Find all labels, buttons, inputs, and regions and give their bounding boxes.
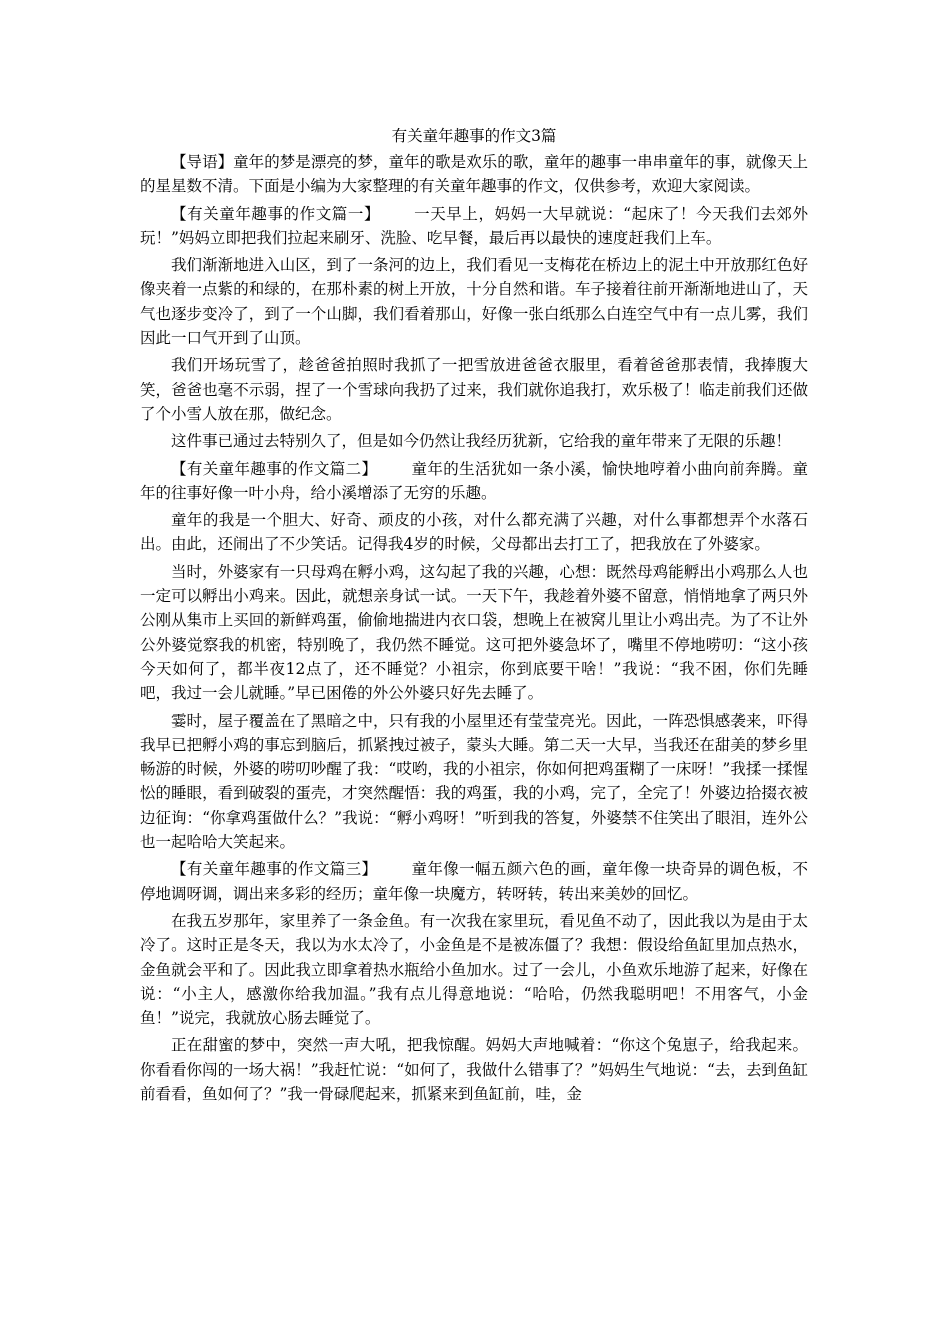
section-3-lead-text: 童年像一幅五颜六色的画，童年像一块奇异的调色板，不停地调呀调，调出来多彩的经历；童年像一块魔方，转呀转，转出来美妙的回忆。 <box>140 860 808 903</box>
section-3-paragraph: 在我五岁那年，家里养了一条金鱼。有一次我在家里玩，看见鱼不动了，因此我以为是由于太冷了。这时正是冬天，我以为水太冷了，小金鱼是不是被冻僵了？我想：假设给鱼缸里加点热水，金鱼就会平和了。因此我立即拿着热水瓶给小鱼加水。过了一会儿，小鱼欢乐地游了起来，好像在说：“小主人，感激你给我加温。”我有点儿得意地说：“哈哈，仍然我聪明吧！不用客气，小金鱼！”说完，我就放心肠去睡觉了。 <box>140 911 808 1028</box>
section-3-heading: 【有关童年趣事的作文篇三】 <box>171 860 378 879</box>
section-3-paragraph: 正在甜蜜的梦中，突然一声大吼，把我惊醒。妈妈大声地喊着：“你这个兔崽子，给我起来。你看看你闯的一场大祸！”我赶忙说：“如何了，我做什么错事了？”妈妈生气地说：“去，去到鱼缸前看看，鱼如何了？”我一骨碌爬起来，抓紧来到鱼缸前，哇，金 <box>140 1036 808 1103</box>
document-page <box>140 122 808 1109</box>
section-2-paragraph: 霎时，屋子覆盖在了黑暗之中，只有我的小屋里还有莹莹亮光。因此，一阵恐惧感袭来，吓得我早已把孵小鸡的事忘到脑后，抓紧拽过被子，蒙头大睡。第二天一大早，当我还在甜美的梦乡里畅游的时候，外婆的唠叨吵醒了我：“哎哟，我的小祖宗，你如何把鸡蛋糊了一床呀！”我揉一揉惺忪的睡眼，看到破裂的蛋壳，才突然醒悟：我的鸡蛋，我的小鸡，完了，全完了！外婆边拾掇衣被边征询：“你拿鸡蛋做什么？”我说：“孵小鸡呀！”听到我的答复，外婆禁不住笑出了眼泪，连外公也一起哈哈大笑起来。 <box>140 711 808 852</box>
section-2-paragraph: 当时，外婆家有一只母鸡在孵小鸡，这勾起了我的兴趣，心想：既然母鸡能孵出小鸡那么人也一定可以孵出小鸡来。因此，就想亲身试一试。一天下午，我趁着外婆不留意，悄悄地拿了两只外公刚从集市上买回的新鲜鸡蛋，偷偷地揣进内衣口袋，想晚上在被窝儿里让小鸡出壳。为了不让外公外婆觉察我的机密，特别晚了，我仍然不睡觉。这可把外婆急坏了，嘴里不停地唠叨：“这小孩今天如何了，都半夜12点了，还不睡觉？小祖宗，你到底要干啥！”我说：“我不困，你们先睡吧，我过一会儿就睡。”早已困倦的外公外婆只好先去睡了。 <box>140 562 808 703</box>
intro-paragraph: 【导语】童年的梦是漂亮的梦，童年的歌是欢乐的歌，童年的趣事一串串童年的事，就像天上的星星数不清。下面是小编为大家整理的有关童年趣事的作文，仅供参考，欢迎大家阅读。 <box>140 153 808 196</box>
section-2-lead-paragraph <box>140 457 808 506</box>
section-1-heading: 【有关童年趣事的作文篇一】 <box>171 204 381 223</box>
section-1-paragraph: 这件事已通过去特别久了，但是如今仍然让我经历犹新，它给我的童年带来了无限的乐趣！ <box>171 432 792 451</box>
section-2-lead-text: 童年的生活犹如一条小溪，愉快地哼着小曲向前奔腾。童年的往事好像一叶小舟，给小溪增添了无穷的乐趣。 <box>140 459 808 502</box>
section-1-paragraph: 我们渐渐地进入山区，到了一条河的边上，我们看见一支梅花在桥边上的泥土中开放那红色好像夹着一点紫的和绿的，在那朴素的树上开放，十分自然和谐。车子接着往前开渐渐地进山了，天气也逐步变冷了，到了一个山脚，我们看着那山，好像一张白纸那么白连空气中有一点儿雾，我们因此一口气开到了山顶。 <box>140 256 808 348</box>
section-3-lead-paragraph <box>140 857 808 906</box>
document-title: 有关童年趣事的作文3篇 <box>391 127 557 145</box>
section-1-lead-text: 一天早上，妈妈一大早就说：“起床了！今天我们去郊外玩！”妈妈立即把我们拉起来刷牙、洗脸、吃早餐，最后再以最快的速度赶我们上车。 <box>140 204 808 247</box>
section-2-heading: 【有关童年趣事的作文篇二】 <box>171 459 378 478</box>
section-1-paragraph: 我们开场玩雪了，趁爸爸拍照时我抓了一把雪放进爸爸衣服里，看着爸爸那表情，我捧腹大笑，爸爸也毫不示弱，捏了一个雪球向我扔了过来，我们就你追我打，欢乐极了！临走前我们还做了个小雪人放在那，做纪念。 <box>140 356 808 423</box>
section-2-paragraph: 童年的我是一个胆大、好奇、顽皮的小孩，对什么都充满了兴趣，对什么事都想弄个水落石出。由此，还闹出了不少笑话。记得我4岁的时候，父母都出去打工了，把我放在了外婆家。 <box>140 511 808 554</box>
section-1-lead-paragraph <box>140 202 808 251</box>
